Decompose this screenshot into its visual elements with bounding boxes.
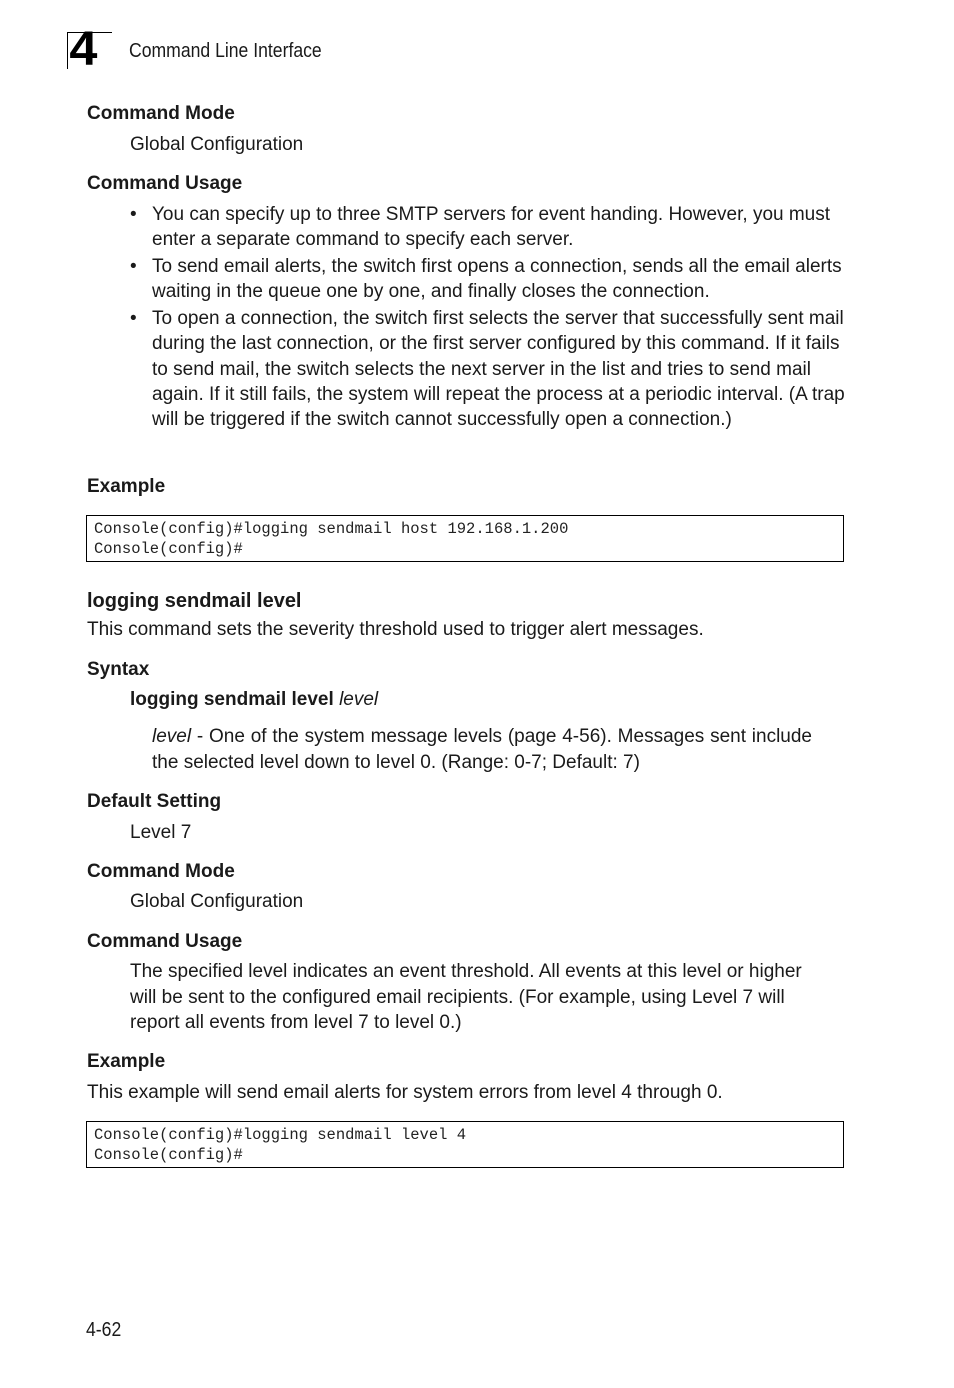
default-setting-heading: Default Setting [87, 791, 222, 812]
section-description: This command sets the severity threshold used to trigger alert messages. [87, 619, 704, 640]
code-line: Console(config)# [94, 540, 243, 558]
code-example-box [86, 515, 844, 562]
command-usage-text: The specified level indicates an event threshold. All events at this level or higher will be sent to the configured email recipients. (For example, using Level 7 will report all events from level 7 to level 0.) [130, 961, 802, 1033]
command-usage-list [130, 202, 850, 434]
command-mode-heading: Command Mode [87, 103, 235, 124]
command-mode-value: Global Configuration [130, 891, 304, 912]
list-item: • You can specify up to three SMTP servers for event handing. However, you must enter a separate command to specify each server. [130, 202, 850, 253]
section-title: logging sendmail level [87, 590, 302, 612]
page-number: 4-62 [86, 1319, 122, 1341]
chapter-title: Command Line Interface [129, 40, 322, 62]
code-line: Console(config)# [94, 1146, 243, 1164]
command-usage-heading: Command Usage [87, 931, 243, 952]
list-item: • To open a connection, the switch first selects the server that successfully sent mail during the last connection, or the first server configured by this command. If it fails to send mail, the switch selects the next server in the list and tries to send mail again. If it still fails, the system will repeat the process at a periodic interval. (A trap will be triggered if the switch cannot successfully open a connection.) [130, 306, 850, 432]
param-name: level [152, 726, 192, 747]
example-heading: Example [87, 476, 166, 497]
param-text: - One of the system message levels (page 4-56). Messages sent include the selected level down to level 0. (Range: 0-7; Default: 7) [152, 726, 812, 773]
command-usage-heading: Command Usage [87, 173, 243, 194]
syntax-line [130, 688, 378, 712]
syntax-heading: Syntax [87, 659, 150, 680]
list-item: • To send email alerts, the switch first opens a connection, sends all the email alerts waiting in the queue one by one, and finally closes the connection. [130, 254, 850, 305]
code-line: Console(config)#logging sendmail host 192.168.1.200 [94, 520, 569, 538]
command-mode-heading: Command Mode [87, 861, 235, 882]
param-description [152, 724, 812, 775]
chapter-number: 4 [69, 23, 98, 76]
default-setting-value: Level 7 [130, 822, 192, 843]
example-text: This example will send email alerts for system errors from level 4 through 0. [87, 1082, 723, 1103]
syntax-param: level [339, 689, 379, 710]
command-mode-value: Global Configuration [130, 134, 304, 155]
syntax-command: logging sendmail level [130, 689, 334, 710]
example-heading: Example [87, 1051, 166, 1072]
code-line: Console(config)#logging sendmail level 4 [94, 1126, 467, 1144]
code-example-box [86, 1121, 844, 1168]
